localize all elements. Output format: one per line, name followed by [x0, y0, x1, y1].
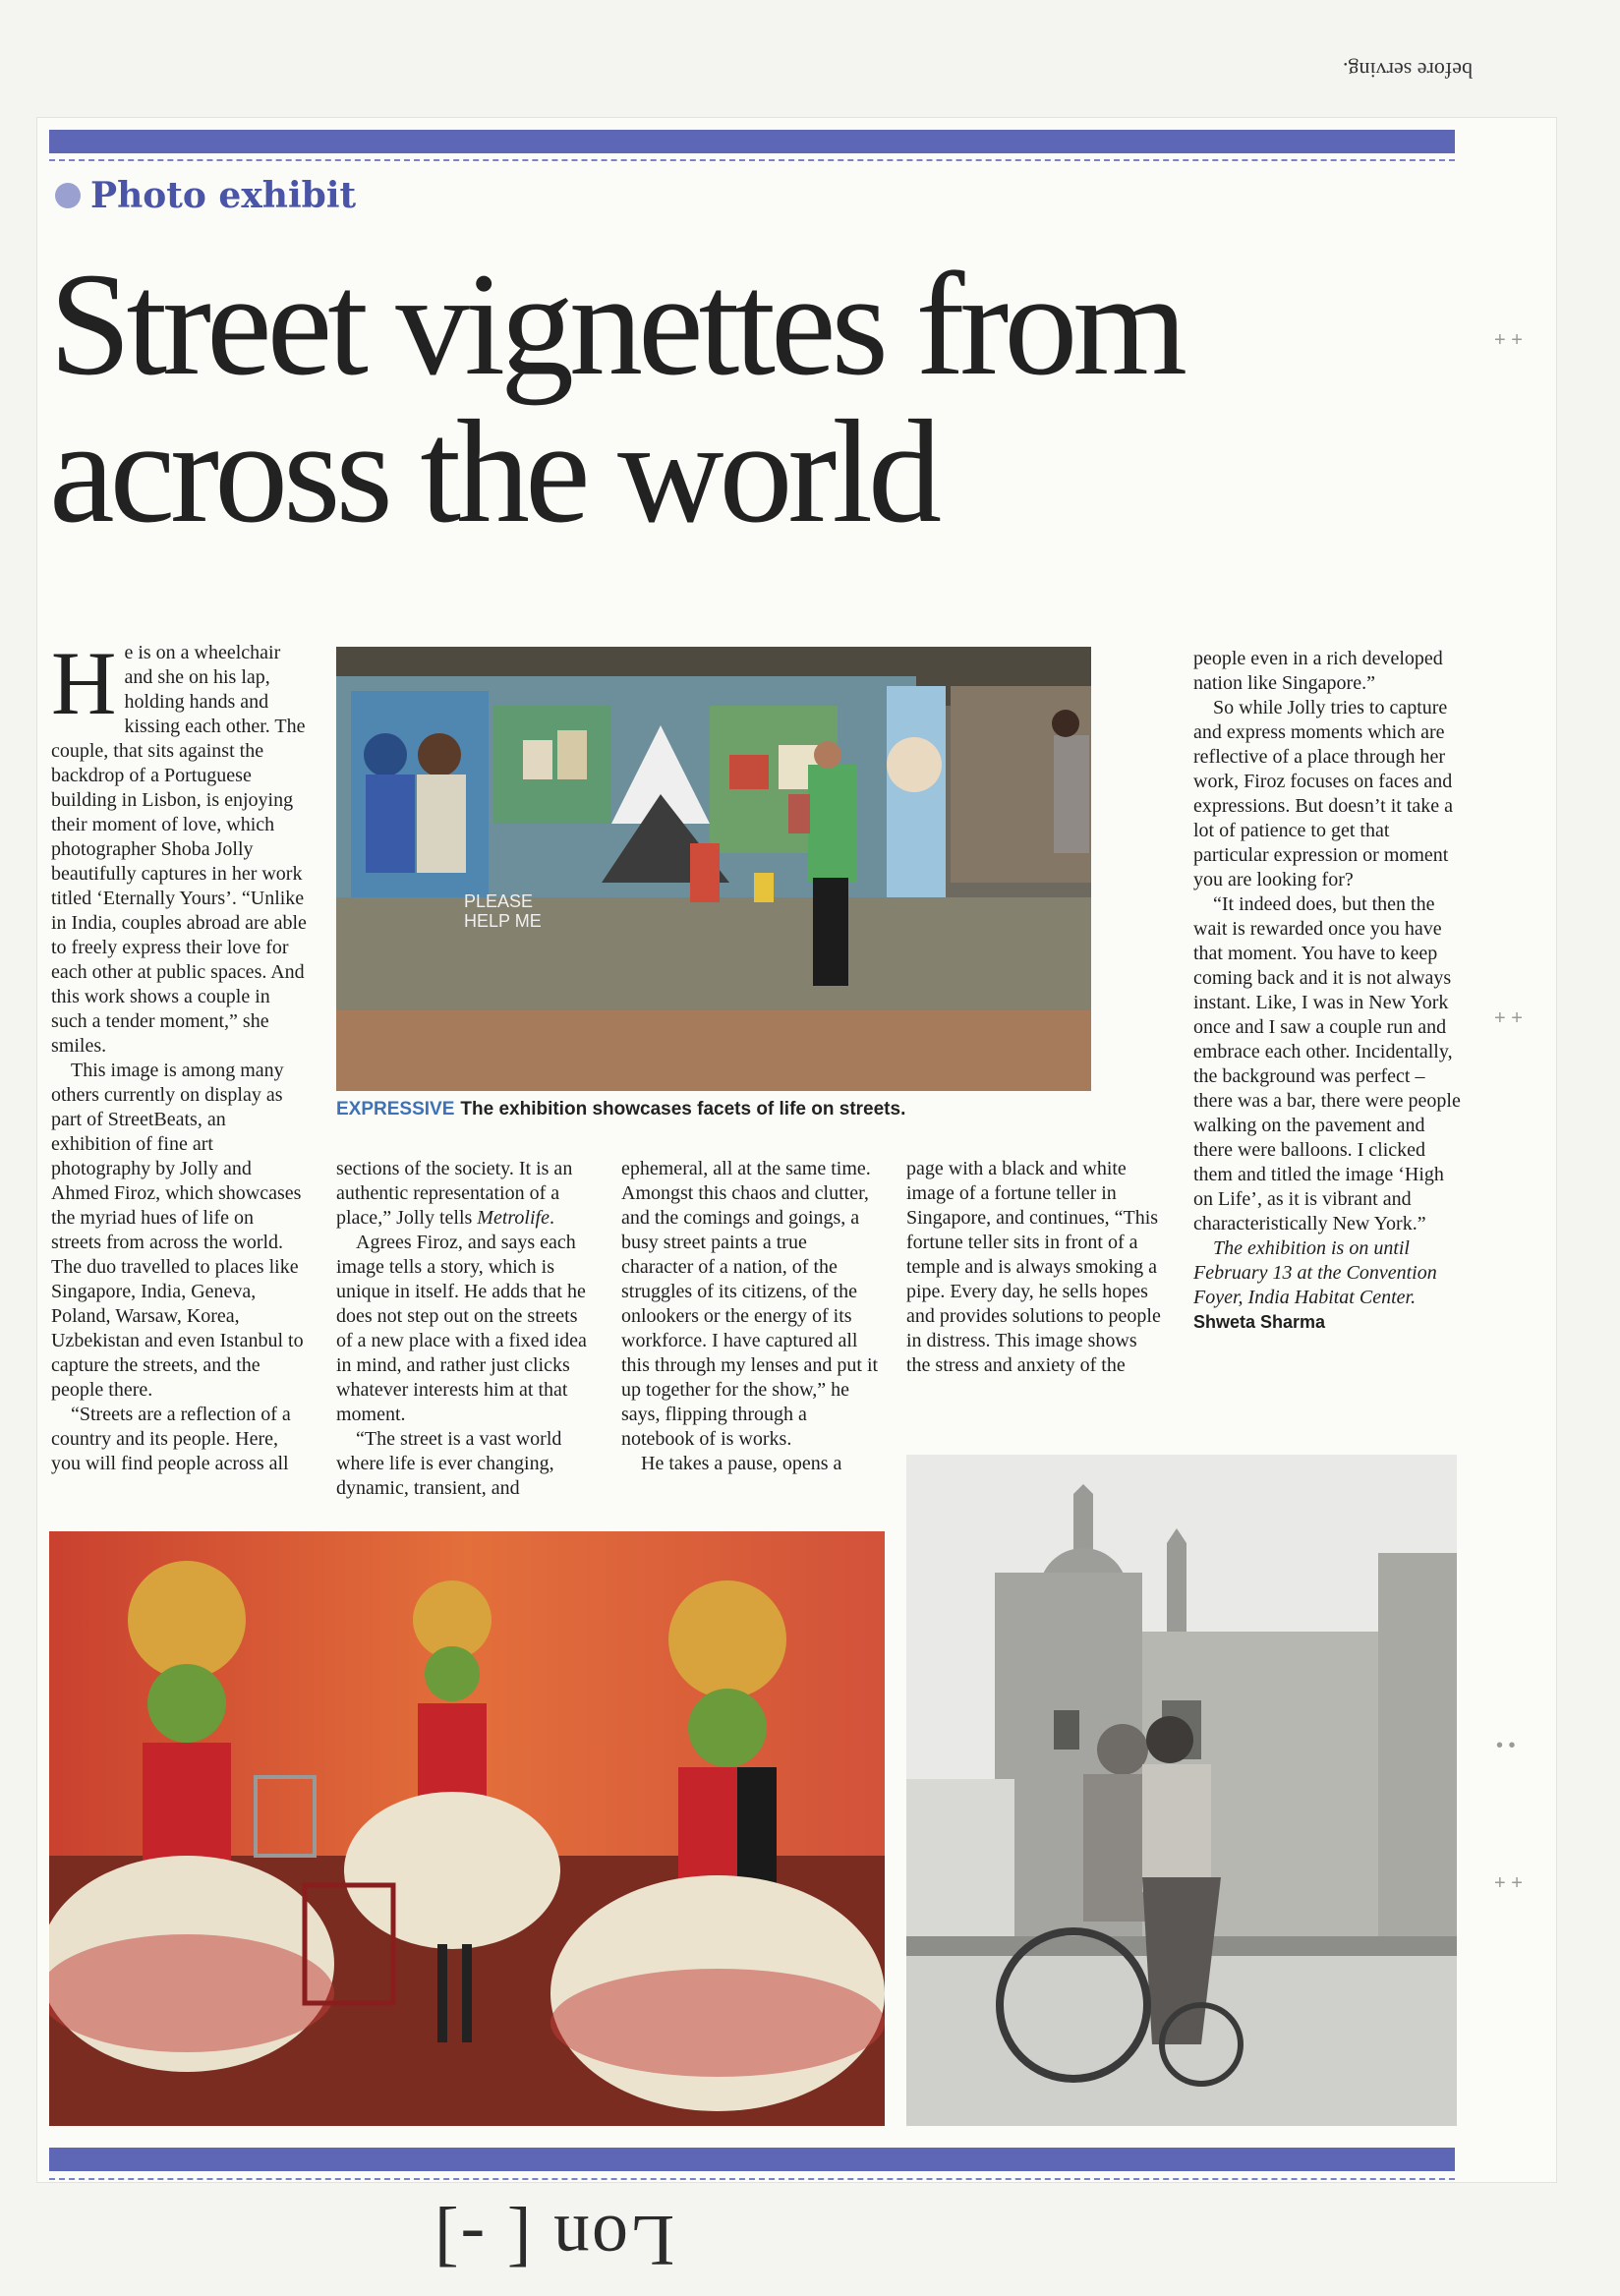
bottom-color-bar: [49, 2148, 1455, 2171]
registration-mark: • •: [1496, 1735, 1516, 1756]
article-column-3: [621, 1157, 882, 1476]
headline-line-1: Street vignettes from: [49, 243, 1184, 406]
paragraph: Agrees Firoz, and says each image tells a story, which is unique in itself. He adds that he does not step out on the streets of a new place with a fixed idea in mind, and rather just clicks whatever interests him at that moment.: [336, 1232, 587, 1425]
magazine-name: Metrolife: [477, 1207, 550, 1229]
drop-cap: H: [51, 633, 117, 733]
registration-mark: + +: [1494, 1007, 1523, 1029]
paragraph: So while Jolly tries to capture and express moments which are reflective of a place through her work, Firoz focuses on faces and expressions. But doesn’t it take a lot of patience to get that particular expression or moment you are looking for?: [1193, 697, 1454, 890]
kathakali-dancers-photo: [49, 1531, 885, 2126]
mural-text-help: HELP ME: [464, 911, 542, 931]
paragraph: He is on a wheelchair and she on his lap, holding hands and kissing each other. The couple, that sits against the backdrop of a Portuguese building in Lisbon, is enjoying their moment of love, which photographer Shoba Jolly beautifully captures in her work titled ‘Eternally Yours’. “Unlike in India, couples abroad are able to freely express their love for each other at public spaces. And this work shows a couple in such a tender moment,” she smiles.: [51, 633, 307, 1057]
registration-mark: + +: [1494, 1872, 1523, 1894]
kicker-bullet-icon: [55, 183, 81, 208]
byline: Shweta Sharma: [1193, 1312, 1326, 1332]
kicker-label: Photo exhibit: [90, 175, 357, 216]
caption-lead: EXPRESSIVE: [336, 1099, 455, 1119]
paragraph: ephemeral, all at the same time. Amongst this chaos and clutter, and the comings and goings, a busy street paints a true character of a nation, of the struggles of its citizens, of the onlookers or the energy of its workforce. I have captured all this through my lenses and put it up together for the show,” he says, flipping through a notebook of is works.: [621, 1158, 879, 1450]
exhibition-note: The exhibition is on until February 13 at the Convention Foyer, India Habitat Center.: [1193, 1237, 1437, 1308]
paragraph: “It indeed does, but then the wait is rewarded once you have that moment. You have to keep coming back and it is not always instant. Like, I was in New York once and I saw a couple run and embrace each other. Incidentally, the background was perfect – there was a bar, there were people walking on the pavement and there were balloons. I clicked them and titled the image ‘High on Life’, as it is vibrant and characteristically New York.”: [1193, 893, 1461, 1234]
kathakali-image: [49, 1531, 885, 2126]
paragraph: “Streets are a reflection of a country and its people. Here, you will find people across all: [51, 1404, 291, 1474]
paragraph: “The street is a vast world where life is ever changing, dynamic, transient, and: [336, 1428, 562, 1499]
top-color-bar: [49, 130, 1455, 153]
article-column-2: [336, 1157, 594, 1501]
article-column-5: [1193, 647, 1461, 1335]
headline: [49, 243, 1484, 553]
article-column-1: [51, 633, 309, 1476]
photo-caption: [336, 1099, 1123, 1120]
article-column-4: [906, 1157, 1166, 1378]
mural-text-please: PLEASE: [464, 891, 534, 911]
street-mural-image: [336, 647, 1091, 1091]
paragraph: sections of the society. It is an authentic representation of a place,” Jolly tells Metrolife.: [336, 1158, 573, 1229]
street-mural-photo: [336, 647, 1091, 1091]
bottom-dashed-rule: [49, 2178, 1455, 2180]
top-scrap-text: before serving.: [1343, 58, 1473, 83]
section-kicker: [55, 173, 356, 218]
caption-text: The exhibition showcases facets of life on streets.: [460, 1099, 906, 1119]
reverse-side-text: Lon [ -]: [433, 2200, 675, 2280]
lisbon-couple-photo: [906, 1455, 1457, 2126]
registration-mark: + +: [1494, 329, 1523, 351]
paragraph: people even in a rich developed nation like Singapore.”: [1193, 648, 1443, 694]
headline-line-2: across the world: [49, 390, 938, 553]
top-dashed-rule: [49, 159, 1455, 161]
lisbon-image: [906, 1455, 1457, 2126]
paragraph: page with a black and white image of a fortune teller in Singapore, and continues, “This fortune teller sits in front of a temple and is always smoking a pipe. Every day, he sells hopes and provides solutions to people in distress. This image shows the stress and anxiety of the: [906, 1158, 1161, 1376]
paragraph: He takes a pause, opens a: [641, 1453, 842, 1474]
paragraph: This image is among many others currently on display as part of StreetBeats, an exhibition of fine art photography by Jolly and Ahmed Firoz, which showcases the myriad hues of life on streets from across the world. The duo travelled to places like Singapore, India, Geneva, Poland, Warsaw, Korea, Uzbekistan and even Istanbul to capture the streets, and the people there.: [51, 1060, 304, 1401]
